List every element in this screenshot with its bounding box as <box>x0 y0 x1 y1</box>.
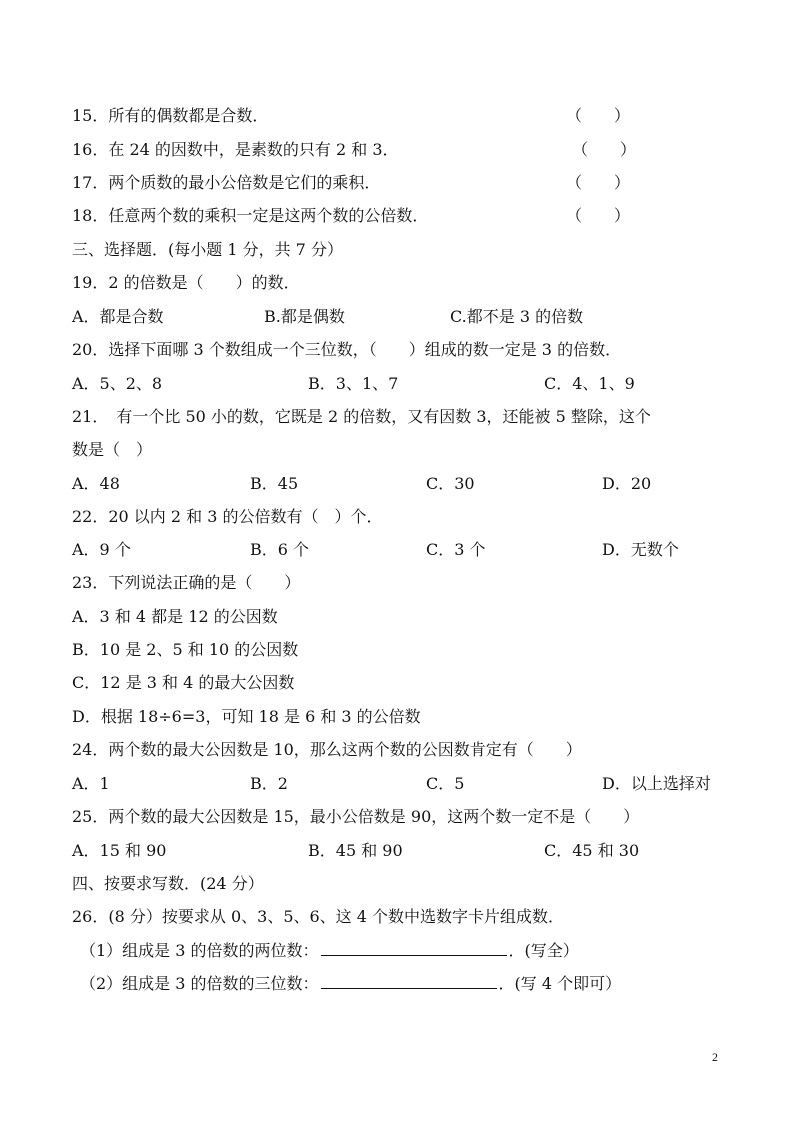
q24-option-a[interactable]: A．1 <box>72 774 110 793</box>
question-21-line-1: 21． 有一个比 50 小的数，它既是 2 的倍数，又有因数 3，还能被 5 整除，这个 <box>72 407 651 426</box>
page-number: 2 <box>712 1050 718 1064</box>
q26-sub-1-prefix: （1）组成是 3 的倍数的两位数： <box>80 941 319 960</box>
question-23: 23．下列说法正确的是（ ） <box>72 573 301 592</box>
q21-option-c[interactable]: C．30 <box>426 474 475 493</box>
q25-option-b[interactable]: B．45 和 90 <box>308 841 403 860</box>
question-26: 26．(8 分）按要求从 0、3、5、6、这 4 个数中选数字卡片组成数． <box>72 907 565 926</box>
q22-option-b[interactable]: B．6 个 <box>250 540 310 559</box>
q25-option-a[interactable]: A．15 和 90 <box>72 841 167 860</box>
q24-option-d[interactable]: D．以上选择对 <box>602 774 711 793</box>
q24-option-b[interactable]: B．2 <box>250 774 288 793</box>
question-15: 15．所有的偶数都是合数． <box>72 106 269 125</box>
question-24: 24．两个数的最大公因数是 10，那么这两个数的公因数肯定有（ ） <box>72 740 582 759</box>
answer-bracket-15[interactable]: （ ） <box>566 106 631 125</box>
question-18: 18．任意两个数的乘积一定是这两个数的公倍数． <box>72 206 429 225</box>
q23-option-a[interactable]: A．3 和 4 都是 12 的公因数 <box>72 607 278 626</box>
answer-bracket-18[interactable]: （ ） <box>566 206 631 225</box>
q26-sub-2-answer-blank[interactable] <box>321 974 497 989</box>
q26-sub-2-suffix: ．(写 4 个即可） <box>498 974 622 993</box>
question-19: 19．2 的倍数是（ ）的数． <box>72 273 300 292</box>
answer-bracket-17[interactable]: （ ） <box>566 173 631 192</box>
q22-option-d[interactable]: D．无数个 <box>602 540 679 559</box>
q26-sub-2-prefix: （2）组成是 3 的倍数的三位数： <box>80 974 319 993</box>
q20-option-c[interactable]: C．4、1、9 <box>544 374 635 393</box>
q22-option-c[interactable]: C．3 个 <box>426 540 486 559</box>
q26-sub-1 <box>80 941 579 961</box>
q19-option-b[interactable]: B.都是偶数 <box>264 307 345 326</box>
answer-bracket-16[interactable]: （ ） <box>572 140 637 159</box>
q23-option-b[interactable]: B．10 是 2、5 和 10 的公因数 <box>72 640 299 659</box>
q19-option-a[interactable]: A．都是合数 <box>72 307 164 326</box>
q20-option-a[interactable]: A．5、2、8 <box>72 374 163 393</box>
question-22: 22．20 以内 2 和 3 的公倍数有（ ）个． <box>72 507 383 526</box>
q19-option-c[interactable]: C.都不是 3 的倍数 <box>450 307 584 326</box>
section-4-title: 四、按要求写数．(24 分） <box>72 874 264 893</box>
q21-option-a[interactable]: A．48 <box>72 474 120 493</box>
question-16: 16．在 24 的因数中，是素数的只有 2 和 3． <box>72 140 399 159</box>
q26-sub-2 <box>80 974 621 994</box>
q26-sub-1-suffix: ．(写全） <box>508 941 579 960</box>
q23-option-c[interactable]: C．12 是 3 和 4 的最大公因数 <box>72 673 295 692</box>
q23-option-d[interactable]: D．根据 18÷6=3，可知 18 是 6 和 3 的公倍数 <box>72 707 421 726</box>
q20-option-b[interactable]: B．3、1、7 <box>308 374 399 393</box>
question-21-line-2: 数是（ ） <box>72 440 153 459</box>
q26-sub-1-answer-blank[interactable] <box>321 941 507 956</box>
q22-option-a[interactable]: A．9 个 <box>72 540 131 559</box>
q24-option-c[interactable]: C．5 <box>426 774 465 793</box>
question-20: 20．选择下面哪 3 个数组成一个三位数，（ ）组成的数一定是 3 的倍数． <box>72 340 622 359</box>
q21-option-b[interactable]: B．45 <box>250 474 299 493</box>
question-17: 17．两个质数的最小公倍数是它们的乘积． <box>72 173 381 192</box>
q21-option-d[interactable]: D．20 <box>602 474 652 493</box>
section-3-title: 三、选择题．(每小题 1 分，共 7 分） <box>72 240 343 259</box>
question-25: 25．两个数的最大公因数是 15，最小公倍数是 90，这两个数一定不是（ ） <box>72 807 640 826</box>
q25-option-c[interactable]: C．45 和 30 <box>544 841 640 860</box>
